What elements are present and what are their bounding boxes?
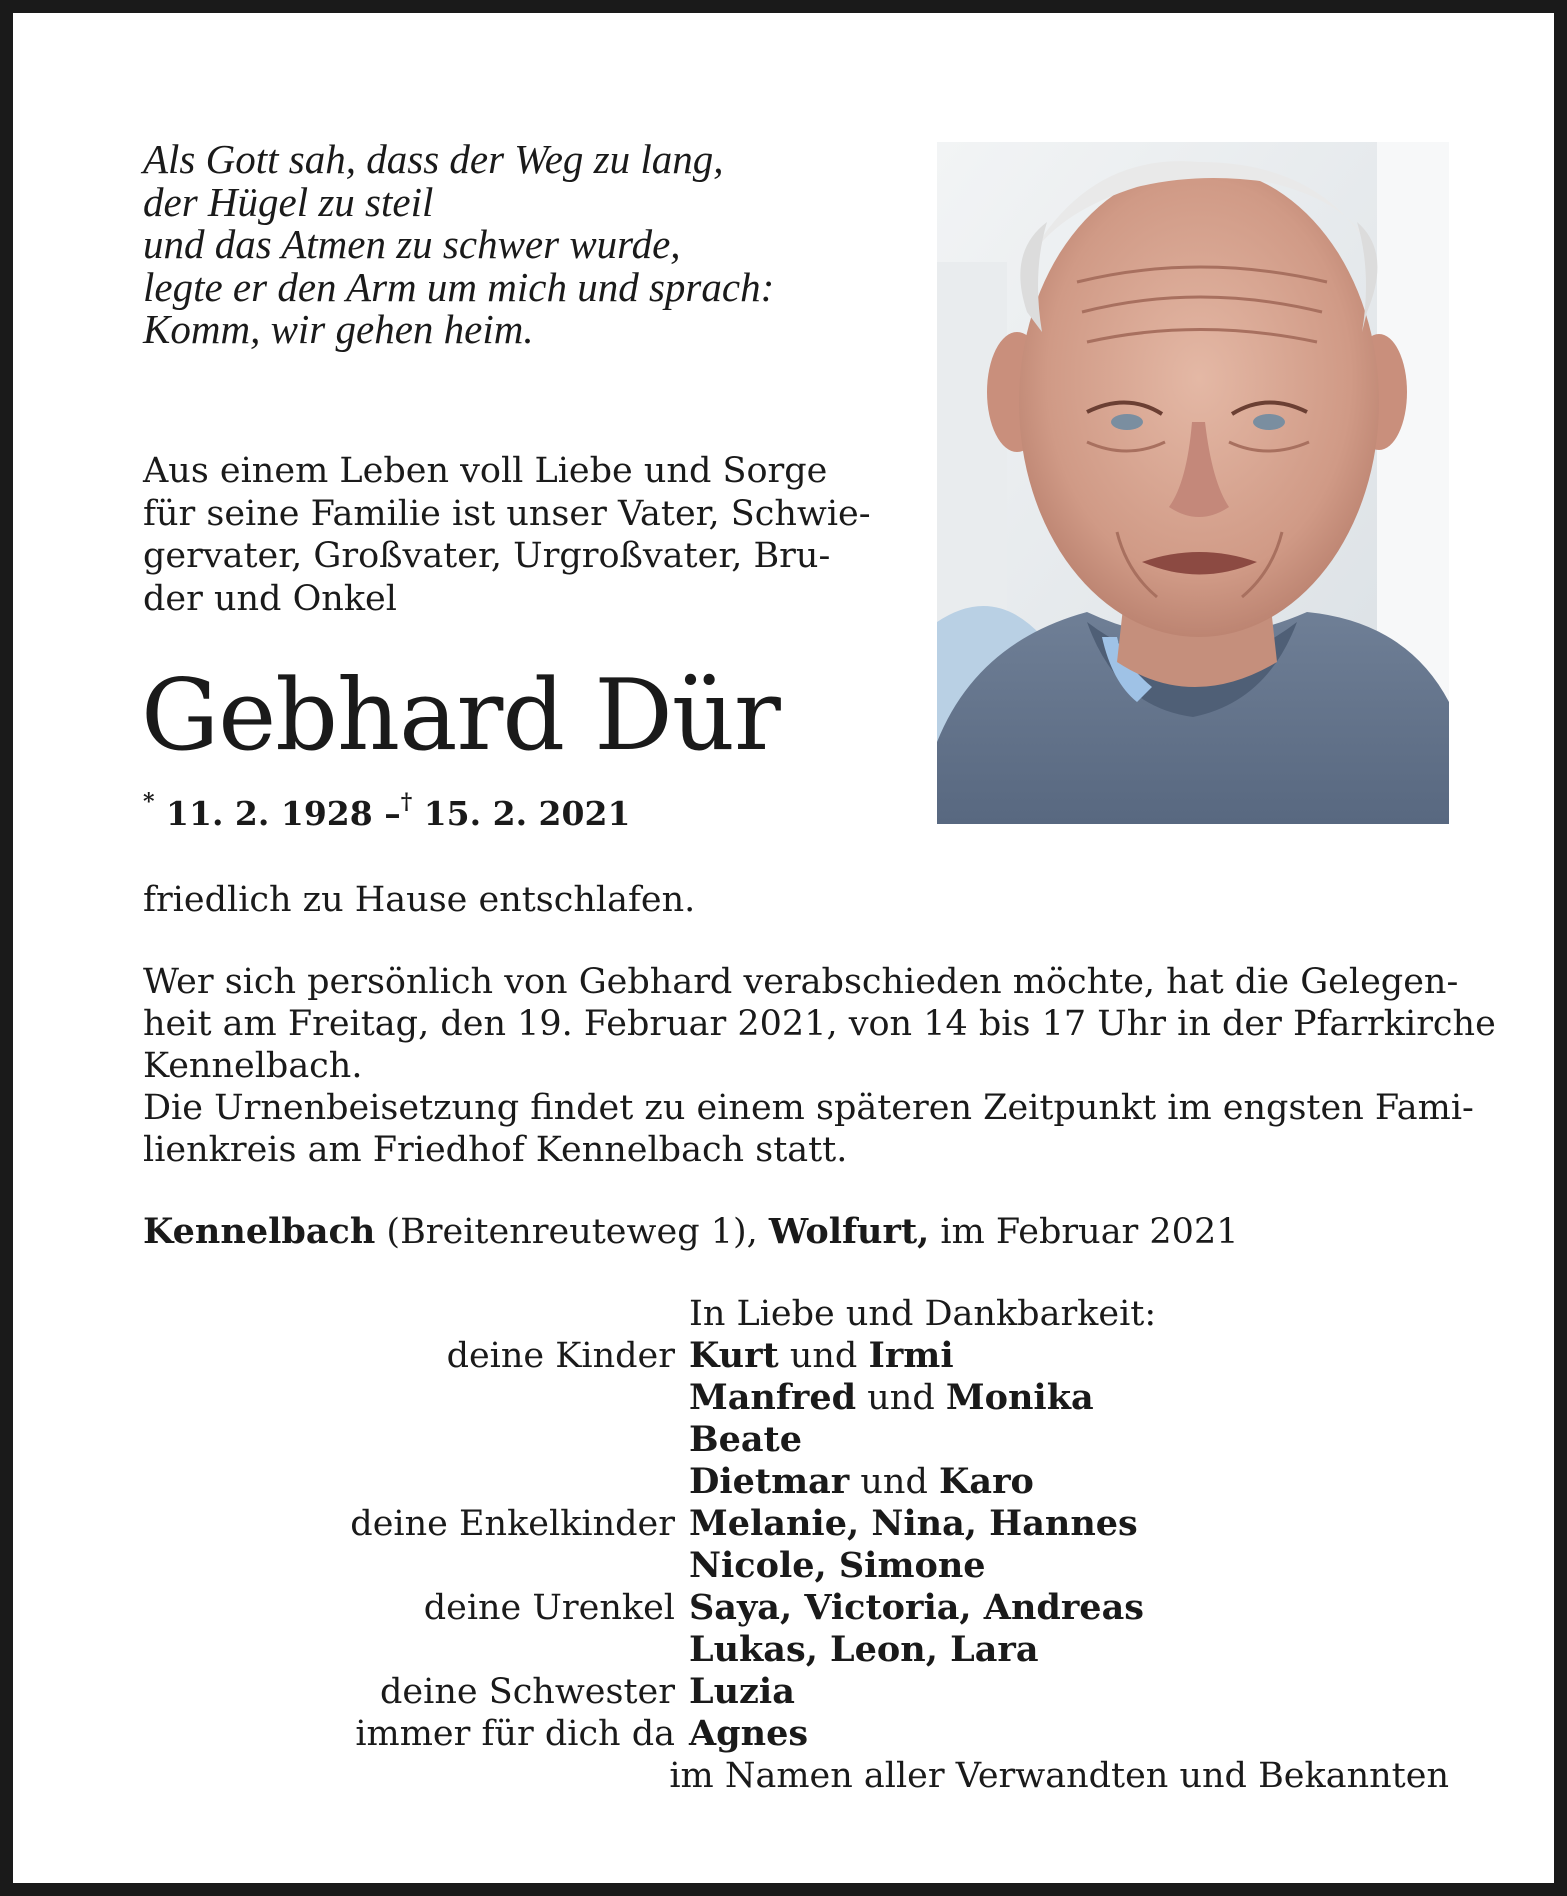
relation-label xyxy=(143,1461,689,1503)
poem-line: der Hügel zu steil xyxy=(143,178,434,225)
person-name: Dietmar xyxy=(689,1461,850,1502)
poem-line: und das Atmen zu schwer wurde, xyxy=(143,221,681,267)
family-row xyxy=(143,1419,1449,1461)
farewell-line: Wer sich persönlich von Gebhard verabschieden möchte, hat die Gelegen- xyxy=(143,962,1459,1002)
family-names xyxy=(689,1335,954,1377)
family-names xyxy=(689,1545,986,1587)
person-name: Monika xyxy=(945,1377,1094,1418)
family-heading: In Liebe und Dankbarkeit: xyxy=(689,1294,1157,1334)
farewell-line: Die Urnenbeisetzung findet zu einem späteren Zeitpunkt im engsten Fami- xyxy=(143,1088,1474,1128)
place-date-line xyxy=(143,1211,1239,1253)
intro-text xyxy=(143,450,871,620)
family-names xyxy=(689,1377,1094,1419)
poem-line: legte er den Arm um mich und sprach: xyxy=(143,263,775,310)
birth-date: 11. 2. 1928 xyxy=(166,794,373,833)
address: (Breitenreuteweg 1), xyxy=(375,1212,769,1252)
family-names xyxy=(689,1713,808,1755)
family-row xyxy=(143,1671,1449,1713)
death-mark: † xyxy=(400,789,413,815)
family-row xyxy=(143,1629,1449,1671)
relation-label xyxy=(143,1545,689,1587)
deceased-name: Gebhard Dür xyxy=(141,659,780,773)
person-name: Manfred xyxy=(689,1377,857,1418)
conjunction: und xyxy=(849,1462,939,1502)
person-name: Nicole, Simone xyxy=(689,1545,986,1586)
poem-line: Komm, wir gehen heim. xyxy=(143,306,534,352)
town-wolfurt: Wolfurt, xyxy=(768,1211,930,1252)
person-name: Saya, Victoria, Andreas xyxy=(689,1587,1144,1628)
farewell-text xyxy=(143,961,1496,1171)
intro-line: für seine Familie ist unser Vater, Schwie- xyxy=(143,493,871,534)
family-row xyxy=(143,1335,1449,1377)
family-heading-row xyxy=(143,1293,1449,1335)
relation-label: deine Urenkel xyxy=(423,1588,675,1628)
family-names xyxy=(689,1461,1034,1503)
farewell-line: lienkreis am Friedhof Kennelbach statt. xyxy=(143,1130,848,1170)
family-row xyxy=(143,1587,1449,1629)
portrait-photo xyxy=(937,142,1449,824)
date-dash: – xyxy=(384,794,401,833)
birth-mark: * xyxy=(143,789,155,815)
family-row xyxy=(143,1503,1449,1545)
family-closing: im Namen aller Verwandten und Bekannten xyxy=(669,1756,1449,1796)
person-name: Beate xyxy=(689,1419,802,1460)
family-closing-row xyxy=(143,1755,1449,1797)
family-names xyxy=(689,1419,802,1461)
family-list xyxy=(143,1293,1449,1797)
relation-label: deine Schwester xyxy=(380,1672,675,1712)
person-name: Kurt xyxy=(689,1335,779,1376)
life-dates xyxy=(143,789,631,833)
family-row xyxy=(143,1461,1449,1503)
intro-line: Aus einem Leben voll Liebe und Sorge xyxy=(143,451,828,491)
conjunction: und xyxy=(778,1336,869,1376)
relation-label xyxy=(143,1629,689,1671)
person-name: Luzia xyxy=(689,1671,795,1712)
family-names xyxy=(689,1503,1138,1545)
passing-text: friedlich zu Hause entschlafen. xyxy=(143,880,696,920)
relation-label xyxy=(143,1419,689,1461)
family-row xyxy=(143,1713,1449,1755)
farewell-line: Kennelbach. xyxy=(143,1046,363,1086)
person-name: Agnes xyxy=(689,1713,809,1754)
town-kennelbach: Kennelbach xyxy=(143,1211,376,1252)
intro-line: der und Onkel xyxy=(143,578,397,619)
family-names xyxy=(689,1629,1039,1671)
relation-label xyxy=(143,1377,689,1419)
death-date: 15. 2. 2021 xyxy=(423,794,631,833)
relation-label: deine Enkelkinder xyxy=(350,1504,675,1544)
family-names xyxy=(689,1671,795,1713)
person-name: Melanie, Nina, Hannes xyxy=(689,1503,1138,1544)
person-name: Irmi xyxy=(868,1335,954,1376)
person-name: Karo xyxy=(938,1461,1034,1502)
place-date: im Februar 2021 xyxy=(929,1212,1239,1252)
conjunction: und xyxy=(856,1378,946,1418)
family-row xyxy=(143,1377,1449,1419)
intro-line: gervater, Großvater, Urgroßvater, Bru- xyxy=(143,536,831,576)
portrait-image xyxy=(937,142,1449,824)
relation-label: immer für dich da xyxy=(355,1714,675,1754)
relation-label: deine Kinder xyxy=(446,1336,675,1376)
family-row xyxy=(143,1545,1449,1587)
poem-line: Als Gott sah, dass der Weg zu lang, xyxy=(143,136,724,182)
farewell-line: heit am Freitag, den 19. Februar 2021, von 14 bis 17 Uhr in der Pfarrkirche xyxy=(143,1004,1496,1044)
family-names xyxy=(689,1587,1144,1629)
person-name: Lukas, Leon, Lara xyxy=(689,1629,1039,1670)
poem xyxy=(143,138,774,351)
